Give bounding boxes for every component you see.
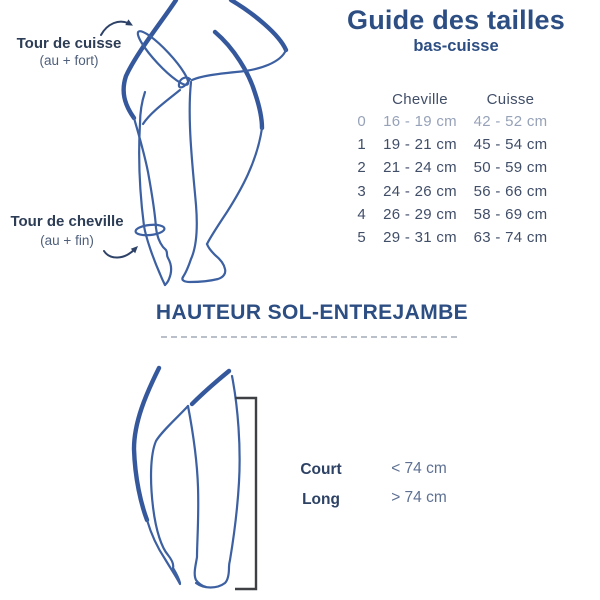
size-cell: 3 xyxy=(357,182,366,200)
cuisse-cell: 45 - 54 cm xyxy=(473,136,548,154)
fit-option-long-label: Long xyxy=(302,491,340,508)
dashed-divider xyxy=(161,336,457,338)
cuisse-cell: 50 - 59 cm xyxy=(473,159,548,177)
cuisse-cell: 58 - 69 cm xyxy=(473,205,548,223)
cuisse-cell: 42 - 52 cm xyxy=(473,113,548,131)
leg-height-illustration xyxy=(100,352,270,600)
size-cell: 1 xyxy=(357,136,366,154)
size-guide-title: Guide des tailles xyxy=(347,5,565,35)
cheville-cell: 26 - 29 cm xyxy=(383,205,457,223)
cheville-cell: 21 - 24 cm xyxy=(383,159,457,177)
size-cell: 4 xyxy=(357,205,366,223)
cheville-column-header: Cheville xyxy=(392,90,448,108)
thigh-measure-ellipse xyxy=(133,27,193,90)
table-row xyxy=(338,203,559,226)
height-section-title: HAUTEUR SOL-ENTREJAMBE xyxy=(155,301,469,324)
leg-outline xyxy=(124,0,286,285)
thigh-annotation-note: (au + fort) xyxy=(39,53,99,68)
ankle-annotation-note: (au + fin) xyxy=(40,233,94,248)
table-row xyxy=(338,110,559,133)
table-row xyxy=(338,133,559,156)
legs-outline xyxy=(134,368,240,588)
size-cell: 5 xyxy=(357,229,366,247)
thigh-arrow-icon xyxy=(101,19,133,35)
cheville-cell: 29 - 31 cm xyxy=(383,229,457,247)
size-cell: 0 xyxy=(357,113,366,131)
size-cell: 2 xyxy=(357,159,366,177)
cuisse-cell: 56 - 66 cm xyxy=(473,182,548,200)
fit-option-court-value: < 74 cm xyxy=(391,460,447,477)
fit-option-long-value: > 74 cm xyxy=(391,489,447,506)
cheville-cell: 24 - 26 cm xyxy=(383,182,457,200)
table-row xyxy=(338,180,559,203)
ankle-measure-ellipse xyxy=(135,224,165,237)
table-row xyxy=(338,156,559,179)
size-guide-subtitle: bas-cuisse xyxy=(413,37,499,55)
cheville-cell: 19 - 21 cm xyxy=(383,136,457,154)
thigh-annotation-label: Tour de cuisse xyxy=(16,35,122,52)
cheville-cell: 16 - 19 cm xyxy=(383,113,457,131)
size-table-header-row xyxy=(338,88,559,110)
size-table xyxy=(338,88,559,249)
cuisse-column-header: Cuisse xyxy=(486,90,535,108)
table-row xyxy=(338,226,559,249)
cuisse-cell: 63 - 74 cm xyxy=(473,229,548,247)
fit-option-court-label: Court xyxy=(300,461,342,478)
ankle-annotation-label: Tour de cheville xyxy=(10,213,124,230)
